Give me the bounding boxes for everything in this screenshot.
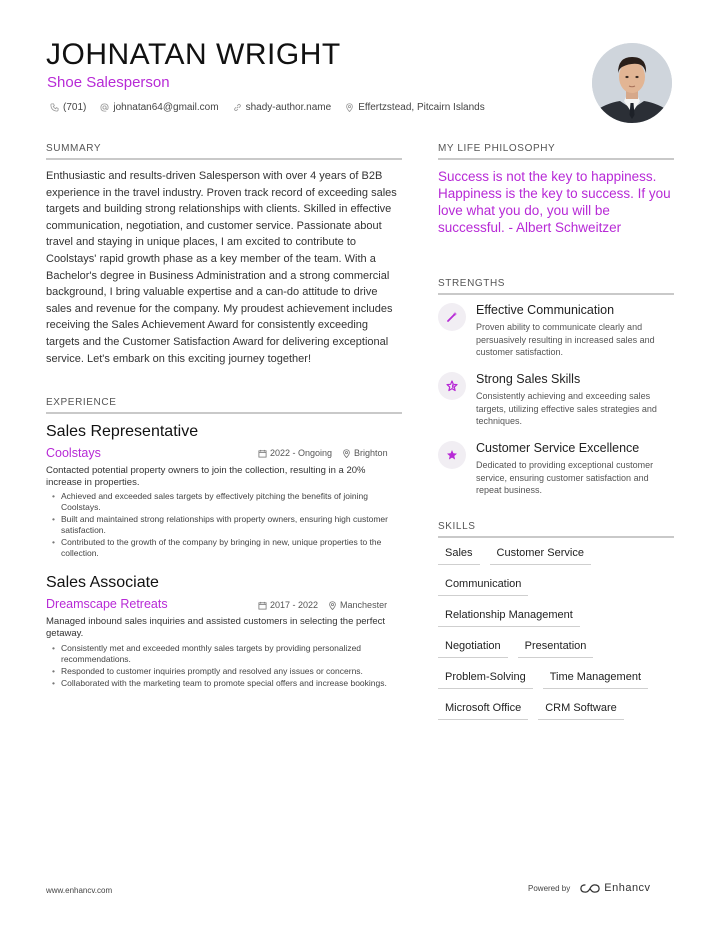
skill-tag: Time Management [543,668,648,689]
brand-name: Enhancv [604,882,651,894]
job-bullet: • Contributed to the growth of the company by bringing in new, unique properties to the collection. [52,537,402,559]
powered-by-label: Powered by [528,883,571,893]
strength-title: Customer Service Excellence [476,441,640,455]
skill-tag: CRM Software [538,699,624,720]
summary-text: Enthusiastic and results-driven Salesperson with over 4 years of B2B experience in the travel industry. Proven track record of exceeding sales targets and building strong relationships with clients. Skilled in effective communication, negotiation, and customer service. Passionate about travel and staying in unique places, I am excited to contribute to Coolstays' rapid growth phase as a key member of the team. With a Bachelor's degree in Business Administration and a strong commercial background, I bring valuable expertise and a can-do attitude to drive sales and revenue for the company. My proudest achievement includes receiving the Sales Achievement Award for consistently exceeding targets and the Customer Satisfaction Award for delivering exceptional service. Let's embark on this exciting journey together! [46,170,397,365]
experience-heading: EXPERIENCE [46,397,402,414]
skill-row [438,544,678,565]
contact-phone-text: (701) [63,102,87,113]
skill-tag: Problem-Solving [438,668,533,689]
skill-tag: Presentation [518,637,594,658]
job-location-text: Brighton [354,448,388,458]
contact-website-text: shady-author.name [245,102,332,113]
star-outline-icon [438,372,466,400]
contact-email[interactable] [100,102,218,113]
contact-phone[interactable] [50,102,86,113]
skill-tag: Microsoft Office [438,699,528,720]
job-dates-text: 2017 - 2022 [270,600,319,610]
skill-row [438,699,678,720]
job-meta [258,600,387,610]
job-bullet: • Achieved and exceeded sales targets by effectively pitching the benefits of joining Coolstays. [52,491,402,513]
contact-email-text: johnatan64@gmail.com [113,102,219,113]
job-dates [258,448,332,458]
job-description: Managed inbound sales inquiries and assisted customers in selecting the perfect getaway. [46,616,386,639]
candidate-name: JOHNATAN WRIGHT [46,38,341,71]
strength-description: Proven ability to communicate clearly and persuasively resulting in increased sales and customer satisfaction. [476,322,655,357]
skill-row [438,575,678,596]
star-icon [438,441,466,469]
footer-powered-by [528,882,651,894]
strength-title: Strong Sales Skills [476,372,581,386]
location-icon [328,601,337,610]
magic-wand-icon [438,303,466,331]
contact-location [345,102,485,113]
contact-bar [50,102,485,113]
enhancv-logo-icon [580,883,600,894]
portrait-photo [592,43,672,123]
job-description: Contacted potential property owners to join the collection, resulting in a 20% increase in properties. [46,465,366,488]
job-company: Dreamscape Retreats [46,597,168,611]
job-location-text: Manchester [340,600,388,610]
phone-icon [50,103,59,112]
avatar [592,43,672,123]
job-location [328,600,387,610]
job-title: Sales Associate [46,574,159,591]
link-icon [233,103,242,112]
skill-row [438,637,678,658]
job-bullet: • Collaborated with the marketing team to promote special offers and increase bookings. [52,678,402,689]
job-bullets [52,643,402,690]
strength-description: Dedicated to providing exceptional customer service, ensuring customer satisfaction and repeat business. [476,460,654,495]
job-dates-text: 2022 - Ongoing [270,448,333,458]
calendar-icon [258,601,267,610]
philosophy-heading: MY LIFE PHILOSOPHY [438,143,674,160]
skill-row [438,606,678,627]
contact-website[interactable] [233,102,332,113]
skill-tag: Sales [438,544,480,565]
at-icon [100,103,109,112]
location-icon [342,449,351,458]
location-icon [345,103,354,112]
philosophy-quote: Success is not the key to happiness. Happiness is the key to success. If you love what you do, you will be successful. - Albert Schweitzer [438,169,671,235]
job-location [342,448,388,458]
job-company: Coolstays [46,446,101,460]
strength-title: Effective Communication [476,303,615,317]
skill-tag: Negotiation [438,637,508,658]
skills-list [438,544,678,730]
job-bullets [52,491,402,560]
job-bullet: • Consistently met and exceeded monthly sales targets by providing personalized recommendations. [52,643,402,665]
job-bullet: • Built and maintained strong relationships with property owners, ensuring high customer satisfaction. [52,514,402,536]
strength-description: Consistently achieving and exceeding sales targets, utilizing effective sales strategies and techniques. [476,391,657,426]
summary-heading: SUMMARY [46,143,402,160]
contact-location-text: Effertzstead, Pitcairn Islands [358,102,485,113]
strengths-heading: STRENGTHS [438,278,674,295]
job-dates [258,600,318,610]
skill-tag: Communication [438,575,528,596]
job-bullet: • Responded to customer inquiries promptly and resolved any issues or concerns. [52,666,402,677]
skill-tag: Customer Service [490,544,591,565]
job-title: Sales Representative [46,423,199,440]
skill-tag: Relationship Management [438,606,580,627]
calendar-icon [258,449,267,458]
brand-logo[interactable] [580,882,650,894]
skills-heading: SKILLS [438,521,674,538]
footer-website[interactable]: www.enhancv.com [46,886,113,895]
skill-row [438,668,678,689]
candidate-role: Shoe Salesperson [47,74,170,91]
job-meta [258,448,388,458]
